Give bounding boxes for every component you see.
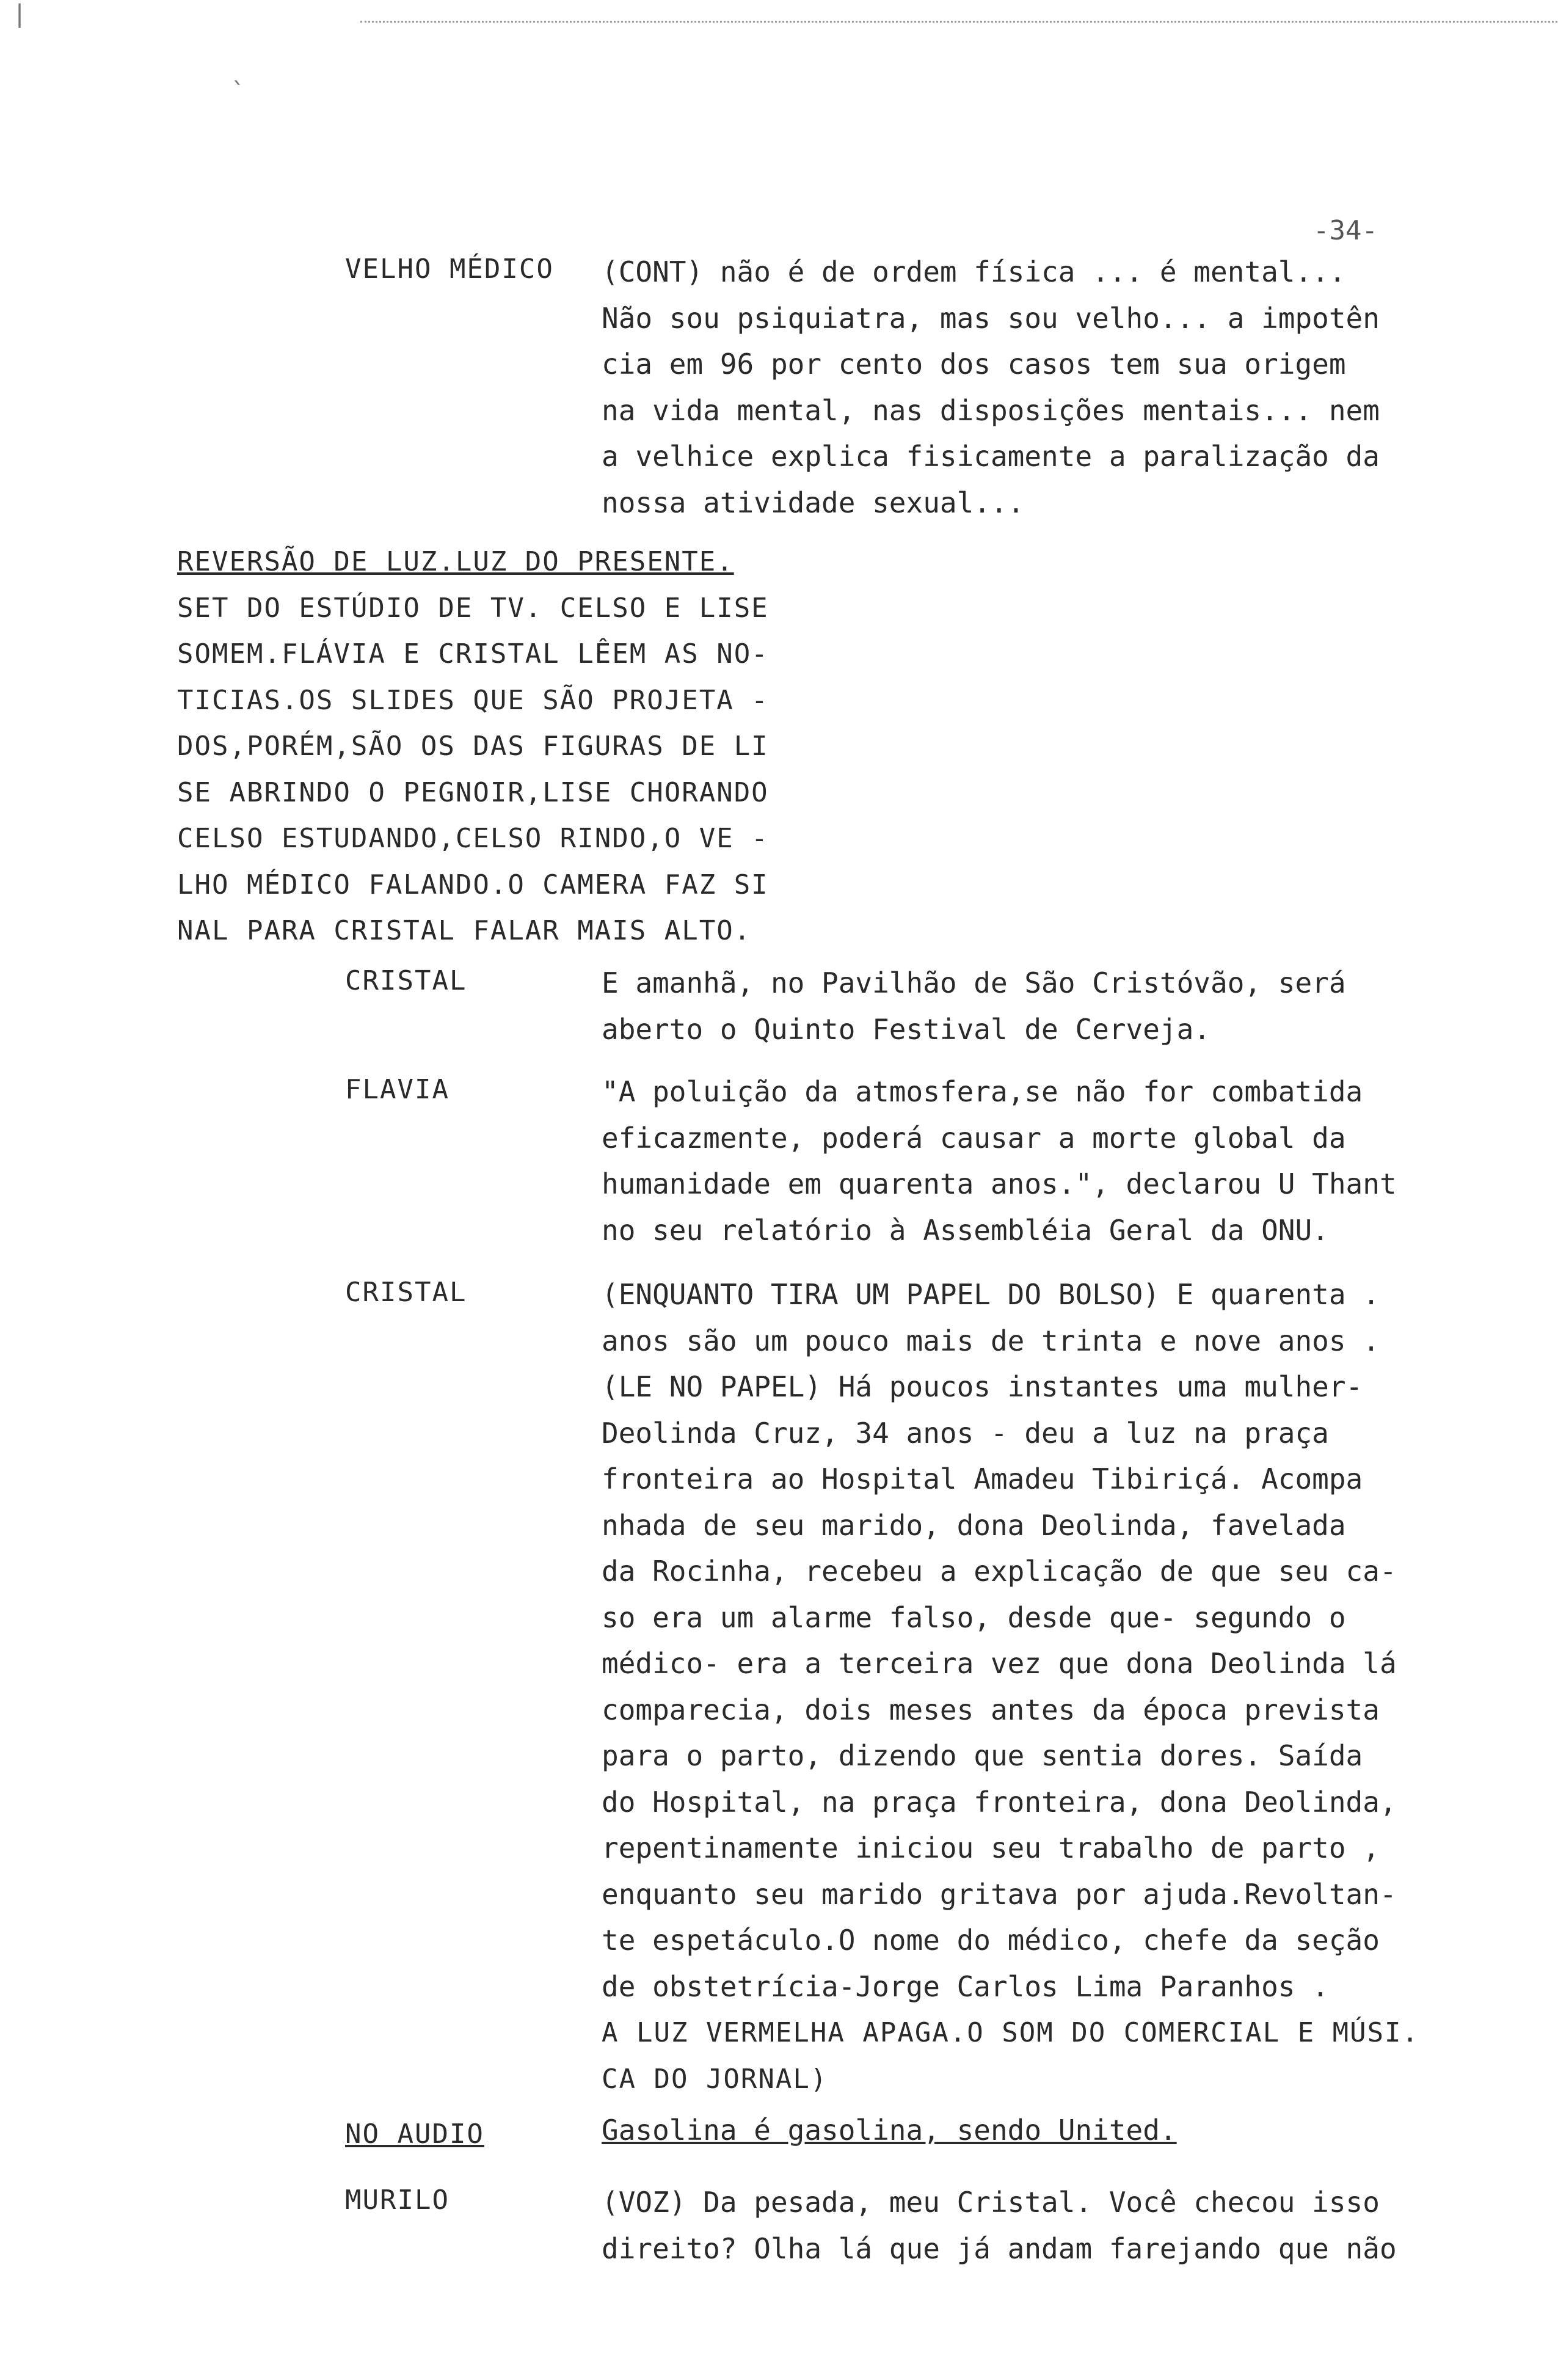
dialogue-line: direito? Olha lá que já andam farejando que não (602, 2232, 1397, 2265)
dialogue-line: cia em 96 por cento dos casos tem sua origem (602, 348, 1346, 381)
dialogue-line: te espetáculo.O nome do médico, chefe da seção (602, 1924, 1380, 1957)
dialogue-line: médico- era a terceira vez que dona Deolinda lá (602, 1647, 1397, 1680)
dialogue-line: comparecia, dois meses antes da época prevista (602, 1693, 1380, 1726)
dialogue-line: so era um alarme falso, desde que- segundo o (602, 1601, 1346, 1634)
margin-mark: | (12, 0, 27, 28)
stage-line: CELSO ESTUDANDO,CELSO RINDO,O VE - (177, 823, 769, 854)
margin-mark: ` (231, 78, 246, 106)
dialogue-line: repentinamente iniciou seu trabalho de parto , (602, 1831, 1380, 1864)
dialogue-line: Deolinda Cruz, 34 anos - deu a luz na praça (602, 1416, 1329, 1450)
dialogue-line: para o parto, dizendo que sentia dores. Saída (602, 1739, 1363, 1772)
stage-line: SOMEM.FLÁVIA E CRISTAL LÊEM AS NO- (177, 638, 769, 670)
top-rule (360, 21, 1557, 23)
audio-line: Gasolina é gasolina, sendo United. (602, 2114, 1177, 2147)
dialogue-cristal (602, 960, 1518, 1053)
dialogue-cristal-long (602, 1272, 1518, 2010)
dialogue-line: nhada de seu marido, dona Deolinda, favelada (602, 1508, 1346, 1542)
dialogue-line: fronteira ao Hospital Amadeu Tibiriçá. Acompa (602, 1462, 1363, 1495)
dialogue-line: a velhice explica fisicamente a paralização da (602, 440, 1380, 473)
speaker-cristal: CRISTAL (345, 965, 467, 996)
dialogue-flavia (602, 1069, 1518, 1254)
stage-line: A LUZ VERMELHA APAGA.O SOM DO COMERCIAL E MÚSI. (602, 2017, 1420, 2048)
stage-heading: REVERSÃO DE LUZ.LUZ DO PRESENTE. (177, 546, 734, 577)
speaker-velho-medico: VELHO MÉDICO (345, 254, 554, 285)
stage-line: DOS,PORÉM,SÃO OS DAS FIGURAS DE LI (177, 731, 769, 762)
dialogue-line: (CONT) não é de ordem física ... é mental... (602, 255, 1346, 288)
speaker-flavia: FLAVIA (345, 1074, 450, 1105)
dialogue-line: de obstetrícia-Jorge Carlos Lima Paranhos . (602, 1969, 1329, 2003)
dialogue-line: (ENQUANTO TIRA UM PAPEL DO BOLSO) E quarenta . (602, 1278, 1380, 1311)
stage-direction (177, 539, 849, 954)
speaker-cristal: CRISTAL (345, 1277, 467, 1308)
speaker-murilo: MURILO (345, 2185, 450, 2216)
dialogue-murilo (602, 2180, 1518, 2272)
dialogue-line: aberto o Quinto Festival de Cerveja. (602, 1012, 1210, 1046)
dialogue-line: (VOZ) Da pesada, meu Cristal. Você checou isso (602, 2186, 1380, 2219)
dialogue-velho-medico (602, 249, 1518, 526)
dialogue-line: na vida mental, nas disposições mentais... nem (602, 393, 1380, 427)
dialogue-line: Não sou psiquiatra, mas sou velho... a impotên (602, 301, 1380, 335)
dialogue-line: eficazmente, poderá causar a morte global da (602, 1121, 1346, 1155)
stage-line: CA DO JORNAL) (602, 2063, 828, 2095)
dialogue-line: E amanhã, no Pavilhão de São Cristóvão, será (602, 966, 1346, 999)
stage-direction-inline (602, 2010, 1518, 2102)
stage-line: LHO MÉDICO FALANDO.O CAMERA FAZ SI (177, 869, 769, 900)
stage-line: TICIAS.OS SLIDES QUE SÃO PROJETA - (177, 684, 769, 716)
dialogue-line: anos são um pouco mais de trinta e nove anos . (602, 1324, 1380, 1357)
dialogue-line: (LE NO PAPEL) Há poucos instantes uma mulher- (602, 1370, 1363, 1403)
page-number: -34- (1313, 215, 1378, 246)
dialogue-line: humanidade em quarenta anos.", declarou U Thant (602, 1167, 1397, 1200)
dialogue-line: nossa atividade sexual... (602, 486, 1025, 519)
dialogue-line: no seu relatório à Assembléia Geral da ONU. (602, 1213, 1329, 1247)
stage-line: SET DO ESTÚDIO DE TV. CELSO E LISE (177, 592, 769, 624)
speaker-no-audio: NO AUDIO (345, 2119, 484, 2150)
dialogue-line: da Rocinha, recebeu a explicação de que seu ca- (602, 1555, 1397, 1588)
dialogue-line: "A poluição da atmosfera,se não for combatida (602, 1075, 1363, 1108)
dialogue-line: do Hospital, na praça fronteira, dona Deolinda, (602, 1785, 1397, 1819)
stage-line: NAL PARA CRISTAL FALAR MAIS ALTO. (177, 915, 752, 946)
dialogue-line: enquanto seu marido gritava por ajuda.Revoltan- (602, 1877, 1397, 1911)
stage-line: SE ABRINDO O PEGNOIR,LISE CHORANDO (177, 776, 769, 808)
